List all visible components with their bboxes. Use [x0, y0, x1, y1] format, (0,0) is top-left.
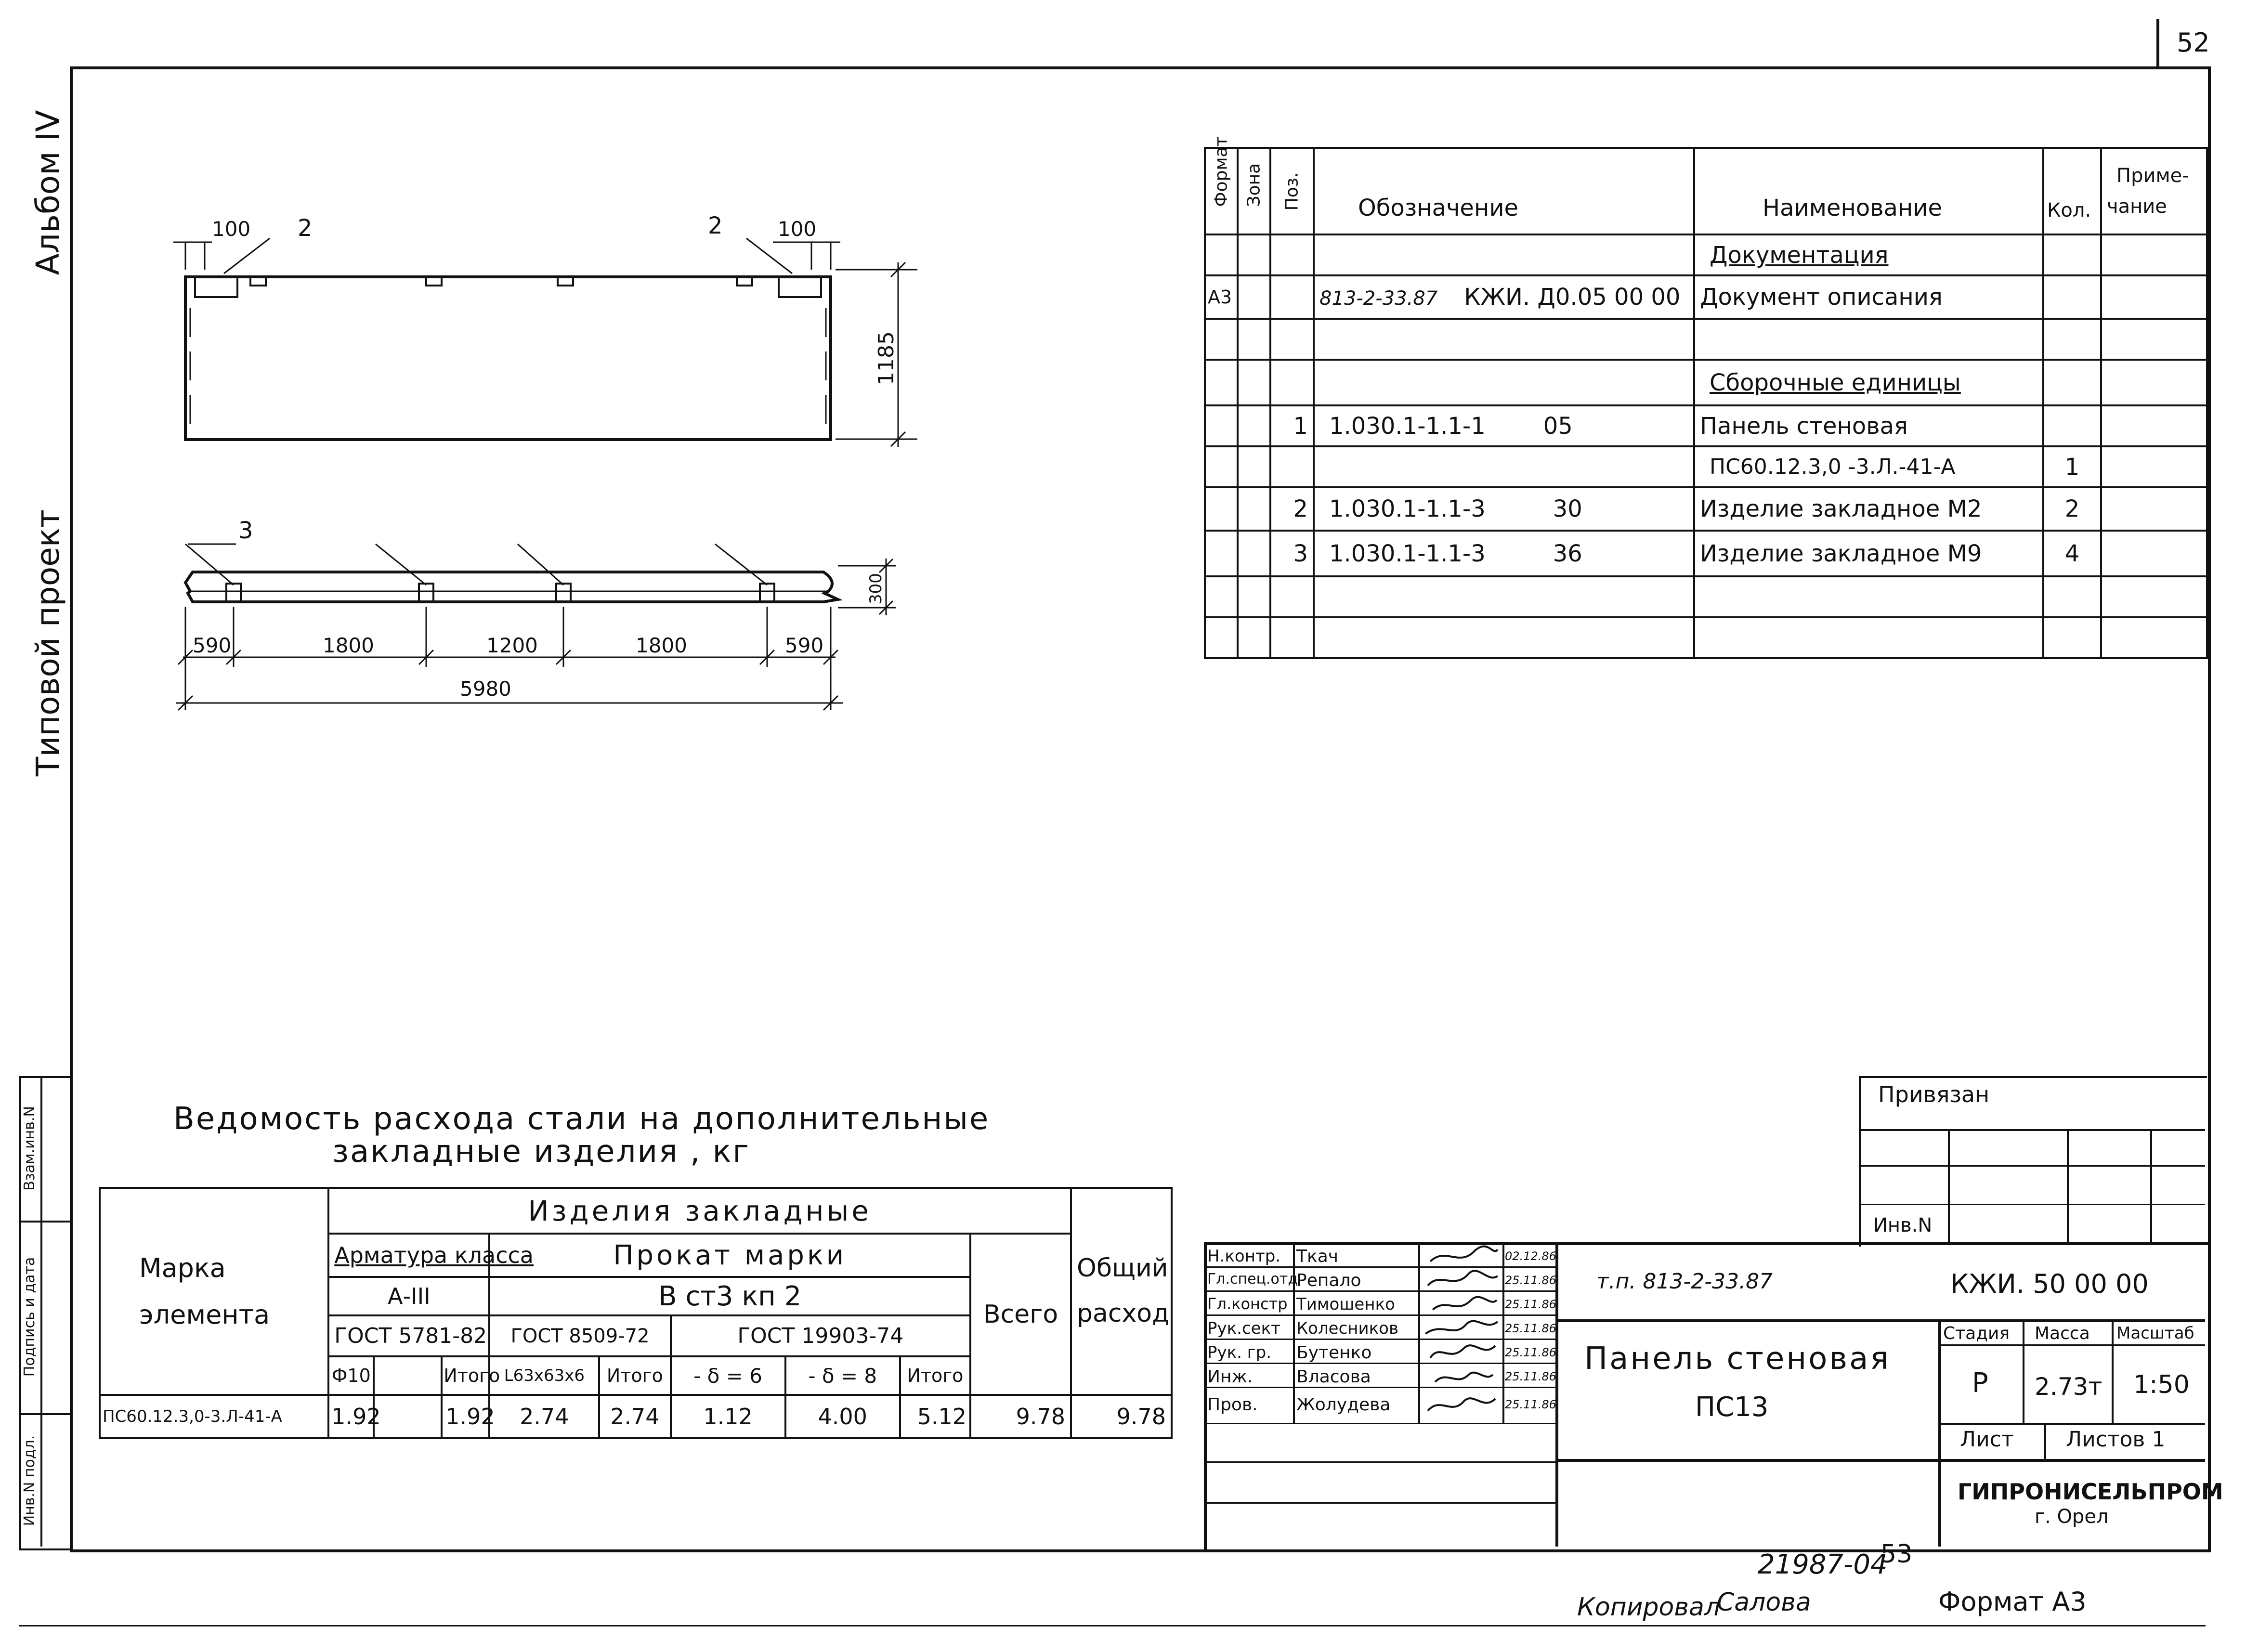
sig-name-4: Бутенко — [1296, 1343, 1372, 1363]
steel-header-rebar-gost: ГОСТ 5781-82 — [328, 1315, 489, 1356]
steel-header-d6: - δ = 6 — [671, 1356, 785, 1395]
steel-header-gost1: ГОСТ 8509-72 — [489, 1315, 670, 1356]
steel-row-d8: 4.00 — [785, 1395, 900, 1438]
dim-top-left: 100 — [212, 217, 251, 241]
steel-row-angle-total: 2.74 — [599, 1395, 670, 1438]
steel-header-rolled-grade: В ст3 кп 2 — [489, 1277, 970, 1315]
spec-row — [1205, 617, 2207, 658]
stamp-label-inv: Инв.N подл. — [21, 1435, 38, 1526]
stamp-label-signature: Подпись и дата — [21, 1257, 38, 1377]
steel-header-angle-total: Итого — [599, 1356, 670, 1395]
scale-value: 1:50 — [2133, 1370, 2190, 1399]
steel-row-blank — [374, 1395, 442, 1438]
spec-header-row — [1205, 148, 2207, 234]
sheet-label: Лист — [1960, 1427, 2014, 1452]
spec-row: 3 1.030.1-1.1-3 36 Изделие закладное М9 4 — [1205, 531, 2207, 576]
panel-elevation — [185, 277, 831, 440]
spec-row: 1 1.030.1-1.1-1 05 Панель стеновая — [1205, 405, 2207, 446]
steel-data-row — [100, 1395, 1172, 1438]
sig-role-5: Инж. — [1207, 1367, 1253, 1387]
mass-label: Масса — [2035, 1324, 2090, 1343]
sig-name-1: Репало — [1296, 1271, 1361, 1290]
spec-header-qty: Кол. — [2043, 148, 2101, 234]
mark-left: 2 — [298, 215, 313, 242]
spec-header-format: Формат — [1211, 136, 1231, 207]
spec-table — [1204, 136, 2208, 659]
dim-seg-3: 1200 — [486, 634, 538, 657]
tp-number: т.п. 813-2-33.87 — [1596, 1269, 1773, 1294]
spec-row: 2 1.030.1-1.1-3 30 Изделие закладное М2 2 — [1205, 487, 2207, 531]
embed-right — [779, 277, 821, 297]
mark-right: 2 — [708, 212, 723, 239]
sig-role-1: Гл.спец.отд — [1207, 1271, 1298, 1288]
spec-row: А3 813-2-33.87 КЖИ. Д0.05 00 00 Документ описания — [1205, 275, 2207, 319]
steel-header-group: Изделия закладные — [328, 1188, 1071, 1234]
steel-header-phi: Ф10 — [328, 1356, 374, 1395]
panel-drawing — [144, 193, 963, 746]
spec-header-note-1: Приме- — [2116, 165, 2189, 187]
dim-top-right: 100 — [778, 217, 817, 241]
spec-row: ПС60.12.3,0 -3.Л.-41-А 1 — [1205, 446, 2207, 487]
dim-overall: 5980 — [460, 677, 511, 701]
mark-section: 3 — [238, 517, 253, 544]
spec-row — [1205, 576, 2207, 617]
footer-line — [19, 1625, 2206, 1626]
spec-header-zone: Зона — [1244, 163, 1264, 207]
sig-name-6: Жолудева — [1296, 1395, 1391, 1415]
sig-role-3: Рук.сект — [1207, 1319, 1280, 1338]
sig-date-6: 25.11.86 — [1505, 1398, 1556, 1411]
steel-title-2: закладные изделия , кг — [332, 1134, 750, 1170]
steel-header-mark-1: Марка — [139, 1252, 226, 1283]
format-label: Формат А3 — [1938, 1587, 2087, 1617]
sig-date-4: 25.11.86 — [1505, 1346, 1556, 1359]
dim-height: 1185 — [874, 331, 899, 385]
steel-table — [99, 1187, 1173, 1439]
steel-header-mark-2: элемента — [139, 1300, 270, 1330]
steel-header-angle: L63х63х6 — [489, 1356, 599, 1395]
steel-row-general: 9.78 — [1071, 1395, 1172, 1438]
steel-header-rebar-class: А-III — [328, 1277, 489, 1315]
steel-header-all: Всего — [970, 1234, 1071, 1395]
signature-grid — [1204, 1242, 1555, 1547]
stamp-label-vzam: Взам.инв.N — [21, 1106, 38, 1191]
spec-row: Сборочные единицы — [1205, 360, 2207, 405]
dim-seg-4: 1800 — [636, 634, 687, 657]
spec-header-designation: Обозначение — [1314, 148, 1694, 234]
spec-header-note-2: чание — [2107, 195, 2167, 218]
footer-page: 53 — [1880, 1540, 1913, 1569]
steel-header-gost2: ГОСТ 19903-74 — [671, 1315, 971, 1356]
steel-header-rebar: Арматура класса — [328, 1234, 489, 1277]
steel-header-plate-total: Итого — [900, 1356, 970, 1395]
spec-header-pos: Поз. — [1282, 172, 1302, 210]
steel-header-d8: - δ = 8 — [785, 1356, 900, 1395]
steel-header-rebar-total: Итого — [442, 1356, 489, 1395]
sheets-label: Листов 1 — [2066, 1427, 2166, 1452]
steel-row-rebar-total: 1.92 — [442, 1395, 489, 1438]
handwritten-signatures — [1421, 1242, 1502, 1423]
steel-title-1: Ведомость расхода стали на дополнительные — [173, 1101, 990, 1137]
steel-header-general-1: Общий — [1077, 1254, 1168, 1283]
sig-name-5: Власова — [1296, 1367, 1371, 1387]
inv-label: Инв.N — [1873, 1214, 1933, 1236]
copied-label: Копировал — [1577, 1593, 1721, 1622]
sig-date-1: 25.11.86 — [1505, 1274, 1556, 1287]
stage-label: Стадия — [1943, 1324, 2010, 1343]
dim-seg-1: 590 — [193, 634, 232, 657]
steel-row-d6: 1.12 — [671, 1395, 785, 1438]
sig-role-2: Гл.констр — [1207, 1295, 1288, 1313]
steel-header-row — [100, 1188, 1172, 1234]
embed-left — [195, 277, 237, 297]
sig-name-0: Ткач — [1296, 1247, 1339, 1266]
sig-date-2: 25.11.86 — [1505, 1298, 1556, 1311]
spec-row — [1205, 319, 2207, 360]
dim-seg-5: 590 — [785, 634, 824, 657]
scale-label: Масштаб — [2116, 1324, 2194, 1343]
organization-city: г. Орел — [2035, 1506, 2109, 1528]
mass-value: 2.73т — [2035, 1373, 2102, 1401]
spec-row: Документация — [1205, 234, 2207, 275]
sig-role-4: Рук. гр. — [1207, 1343, 1272, 1362]
dim-seg-2: 1800 — [323, 634, 374, 657]
sig-name-3: Колесников — [1296, 1319, 1398, 1338]
sig-date-5: 25.11.86 — [1505, 1370, 1556, 1383]
project-type-label: Типовой проект — [29, 509, 66, 777]
sig-role-6: Пров. — [1207, 1395, 1258, 1415]
page-number: 52 — [2177, 27, 2210, 58]
dim-thickness: 300 — [866, 573, 886, 604]
sig-date-3: 25.11.86 — [1505, 1322, 1556, 1335]
sig-date-0: 02.12.86 — [1505, 1249, 1556, 1263]
steel-row-all: 9.78 — [970, 1395, 1071, 1438]
panel-section — [185, 572, 838, 602]
privyazan-label: Привязан — [1878, 1081, 1990, 1107]
sig-role-0: Н.контр. — [1207, 1247, 1281, 1266]
organization: ГИПРОНИСЕЛЬПРОМ — [1958, 1479, 2223, 1505]
steel-header-general-2: расход — [1077, 1299, 1170, 1328]
steel-row-mark: ПС60.12.3,0-3.Л-41-А — [100, 1395, 328, 1438]
stage-value: Р — [1972, 1367, 1988, 1399]
drawing-title-1: Панель стеновая — [1584, 1341, 1891, 1377]
copied-name: Салова — [1717, 1588, 1811, 1617]
steel-row-angle: 2.74 — [489, 1395, 599, 1438]
steel-header-rolled: Прокат марки — [489, 1234, 970, 1277]
steel-row-plate-total: 5.12 — [900, 1395, 970, 1438]
drawing-title-2: ПС13 — [1695, 1392, 1769, 1423]
steel-row-phi10: 1.92 — [328, 1395, 374, 1438]
inventory-number: 21987-04 — [1758, 1549, 1888, 1580]
sig-name-2: Тимошенко — [1296, 1295, 1395, 1314]
spec-header-name: Наименование — [1694, 148, 2043, 234]
doc-code: КЖИ. 50 00 00 — [1950, 1269, 2149, 1299]
album-label: Альбом IV — [29, 110, 66, 275]
